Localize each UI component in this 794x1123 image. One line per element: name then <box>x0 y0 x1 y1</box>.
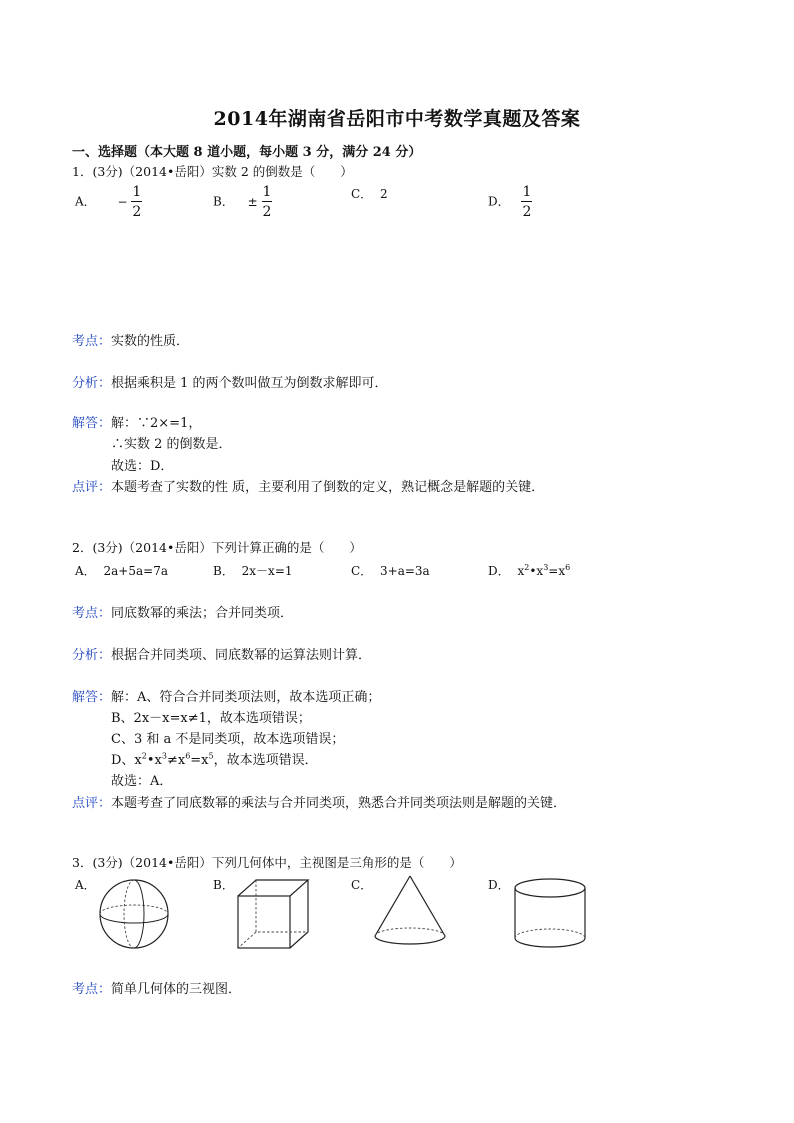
jieda-line: 故选：A． <box>111 774 173 789</box>
fraction-sign: ± <box>247 194 258 209</box>
q1-dianping <box>72 476 544 495</box>
kaodian-text: 实数的性质． <box>111 334 190 349</box>
fraction-sign: − <box>117 194 128 209</box>
option-letter: D． <box>488 194 510 209</box>
fraction <box>521 185 532 219</box>
option-value: 2 <box>380 187 388 201</box>
q2-option-b[interactable] <box>213 562 293 579</box>
fraction-denominator: 2 <box>262 204 272 220</box>
label-kaodian: 考点： <box>72 606 112 621</box>
kaodian-text: 同底数幂的乘法；合并同类项． <box>111 606 294 621</box>
fraction <box>131 185 142 219</box>
fenxi-text: 根据合并同类项、同底数幂的运算法则计算． <box>111 648 372 663</box>
fraction-denominator: 2 <box>522 204 532 220</box>
jieda-line: B、2x－x=x≠1，故本选项错误； <box>111 711 311 726</box>
q2-option-d[interactable] <box>488 562 570 579</box>
option-text: 2x－x=1 <box>241 564 293 578</box>
q3-option-b-letter[interactable]: B． <box>213 878 234 892</box>
option-text: 3+a=3a <box>380 564 430 578</box>
q2-jieda <box>72 686 380 705</box>
option-letter: B． <box>213 564 234 578</box>
jieda-line: 故选：D． <box>111 459 174 474</box>
fraction-numerator: 1 <box>132 184 142 200</box>
jieda-line: ∴实数 2 的倒数是． <box>111 437 232 452</box>
q1-option-b[interactable] <box>213 185 272 219</box>
option-letter: C． <box>351 564 373 578</box>
fenxi-text: 根据乘积是 1 的两个数叫做互为倒数求解即可． <box>111 376 388 391</box>
q3-kaodian <box>72 978 241 997</box>
sphere-figure[interactable] <box>96 878 174 952</box>
q2-option-a[interactable] <box>75 562 168 579</box>
q3-option-c-letter[interactable]: C． <box>351 878 373 892</box>
q3-option-d-letter[interactable]: D． <box>488 878 510 892</box>
option-letter: D． <box>488 564 510 578</box>
page-title: 2014年湖南省岳阳市中考数学真题及答案 <box>213 108 581 130</box>
option-letter: B． <box>213 194 234 209</box>
option-expression: $x^2•x^3=x^6$ <box>517 563 571 578</box>
q1-stem: 1．(3分)（2014•岳阳）实数 2 的倒数是（ ） <box>72 164 353 179</box>
fraction <box>262 185 273 219</box>
q1-fenxi <box>72 372 388 391</box>
label-kaodian: 考点： <box>72 982 112 997</box>
q2-dianping <box>72 792 566 811</box>
option-letter: A． <box>75 564 96 578</box>
jieda-line-d: D、$x^2•x^3\ne x^6=x^5$，故本选项错误． <box>111 751 318 768</box>
q2-option-c[interactable] <box>351 562 430 579</box>
q1-option-d[interactable] <box>488 185 532 219</box>
label-fenxi: 分析： <box>72 376 112 391</box>
kaodian-text: 简单几何体的三视图． <box>111 982 242 997</box>
jieda-line: 解：∵2×=1， <box>111 416 202 431</box>
option-letter: A． <box>75 194 96 209</box>
dianping-text: 本题考查了同底数幂的乘法与合并同类项，熟悉合并同类项法则是解题的关键． <box>111 796 567 811</box>
label-jieda: 解答： <box>72 690 112 705</box>
q2-fenxi <box>72 644 371 663</box>
q1-option-a[interactable] <box>75 185 142 219</box>
section-heading: 一、选择题（本大题 8 道小题，每小题 3 分，满分 24 分） <box>72 145 422 160</box>
label-jieda: 解答： <box>72 416 112 431</box>
option-letter: C． <box>351 187 373 201</box>
jieda-line: 解：A、符合合并同类项法则，故本选项正确； <box>111 690 381 705</box>
q2-stem: 2．(3分)（2014•岳阳）下列计算正确的是（ ） <box>72 540 362 555</box>
fraction-numerator: 1 <box>522 184 532 200</box>
label-kaodian: 考点： <box>72 334 112 349</box>
q1-option-c[interactable] <box>351 185 388 202</box>
cylinder-figure[interactable] <box>512 876 588 950</box>
dianping-text: 本题考查了实数的性 质，主要利用了倒数的定义，熟记概念是解题的关键． <box>111 480 545 495</box>
q1-kaodian <box>72 330 189 349</box>
q3-option-a-letter[interactable]: A． <box>75 878 96 892</box>
cone-figure[interactable] <box>372 874 448 948</box>
q3-stem: 3．(3分)（2014•岳阳）下列几何体中，主视图是三角形的是（ ） <box>72 855 462 870</box>
label-dianping: 点评： <box>72 480 112 495</box>
fraction-denominator: 2 <box>132 204 142 220</box>
q1-jieda <box>72 412 201 431</box>
jieda-line: C、3 和 a 不是同类项，故本选项错误； <box>111 732 345 747</box>
label-dianping: 点评： <box>72 796 112 811</box>
fraction-numerator: 1 <box>262 184 272 200</box>
cube-figure[interactable] <box>234 878 310 950</box>
label-fenxi: 分析： <box>72 648 112 663</box>
q2-kaodian <box>72 602 293 621</box>
option-text: 2a+5a=7a <box>103 564 168 578</box>
